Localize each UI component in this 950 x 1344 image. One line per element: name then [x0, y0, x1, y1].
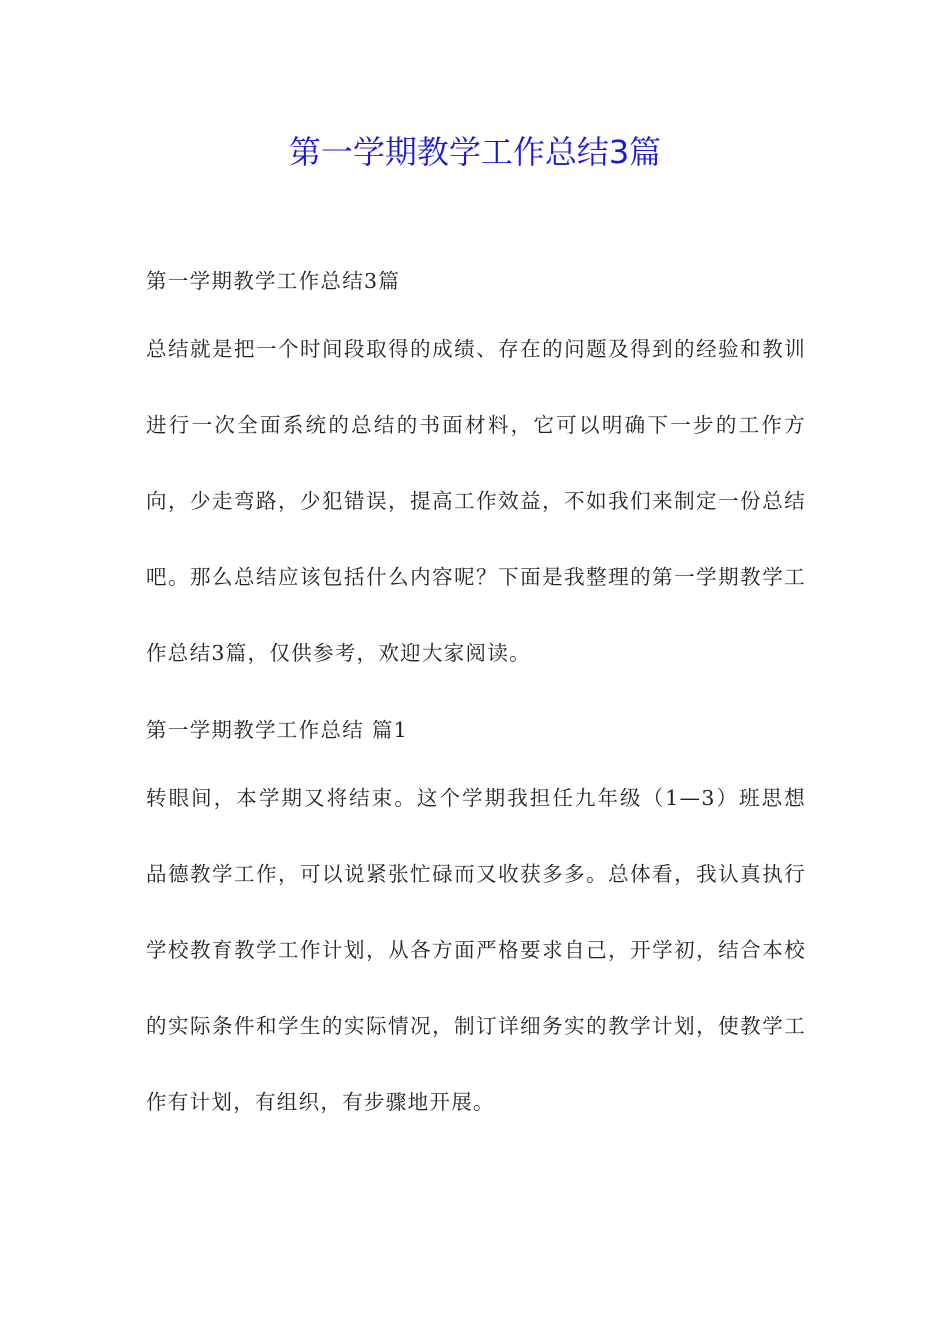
page-title: 第一学期教学工作总结3篇	[288, 133, 662, 171]
intro-paragraph: 总结就是把一个时间段取得的成绩、存在的问题及得到的经验和教训进行一次全面系统的总结的书面材料，它可以明确下一步的工作方向，少走弯路，少犯错误，提高工作效益，不如我们来制定一份总结吧。那么总结应该包括什么内容呢？下面是我整理的第一学期教学工作总结3篇，仅供参考，欢迎大家阅读。	[146, 337, 806, 665]
document-subtitle: 第一学期教学工作总结3篇	[146, 269, 401, 293]
section-paragraph: 转眼间，本学期又将结束。这个学期我担任九年级（1—3）班思想品德教学工作，可以说紧张忙碌而又收获多多。总体看，我认真执行学校教育教学工作计划，从各方面严格要求自己，开学初，结合本校的实际条件和学生的实际情况，制订详细务实的教学计划，使教学工作有计划，有组织，有步骤地开展。	[146, 786, 806, 1114]
document-body	[146, 262, 806, 1140]
section-heading: 第一学期教学工作总结 篇1	[146, 718, 408, 742]
